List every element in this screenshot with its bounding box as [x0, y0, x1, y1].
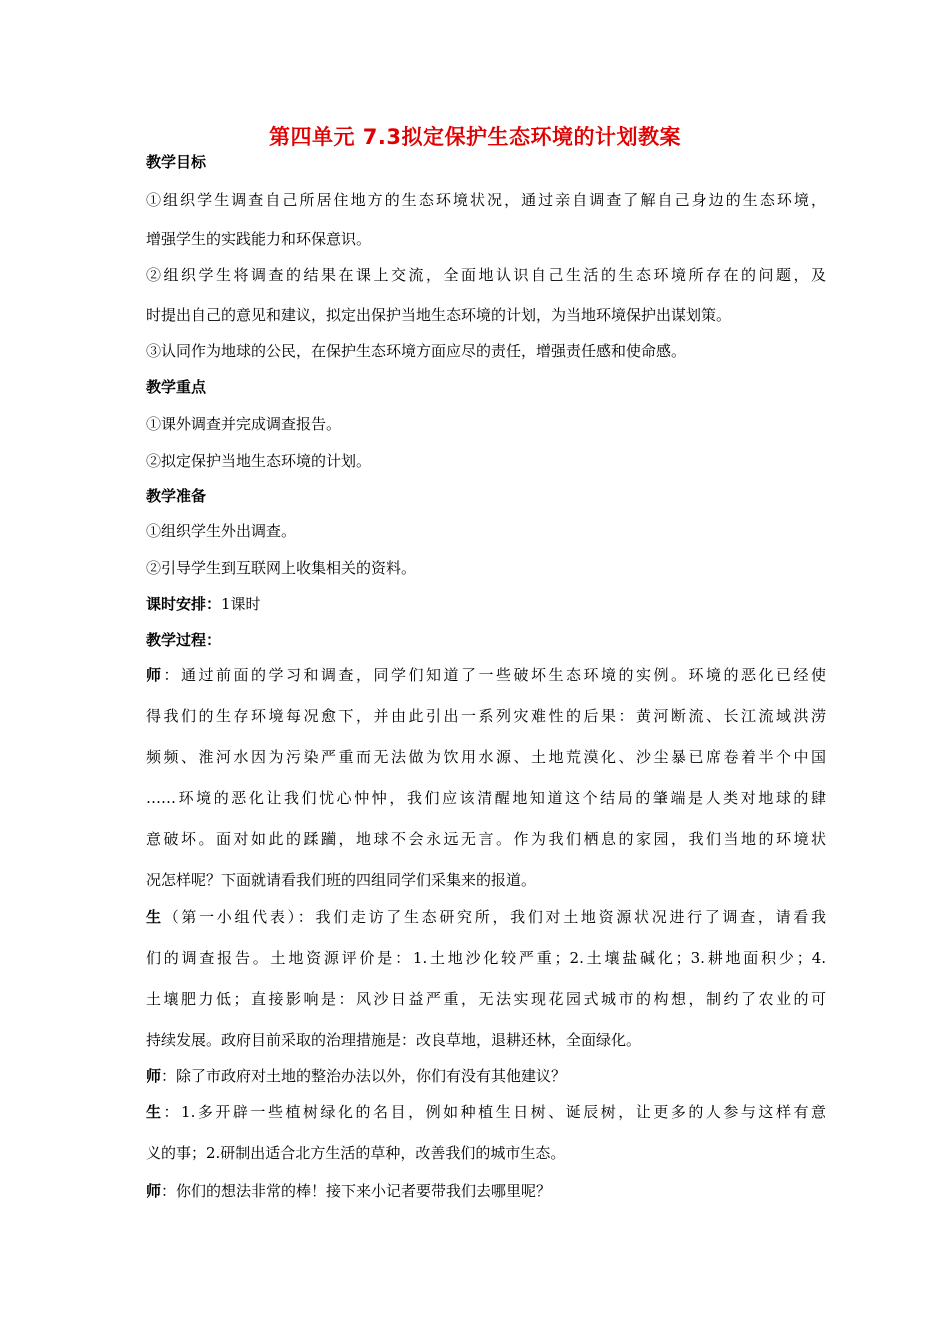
student-1-line-3: 土壤肥力低；直接影响是：风沙日益严重，无法实现花园式城市的构想，制约了农业的可 [146, 990, 826, 1008]
student-1-line-2: 们的调查报告。土地资源评价是：1.土地沙化较严重；2.土壤盐碱化；3.耕地面积少；4. [146, 949, 826, 967]
student-1-text: （第一小组代表）：我们走访了生态研究所，我们对土地资源状况进行了调查，请看我 [163, 908, 826, 926]
preparation-2: ②引导学生到互联网上收集相关的资料。 [146, 559, 417, 577]
key-points-heading: 教学重点 [146, 378, 207, 396]
process-heading: 教学过程： [146, 631, 222, 649]
teacher-1-line-3: 频频、淮河水因为污染严重而无法做为饮用水源、土地荒漠化、沙尘暴已席卷着半个中国 [146, 748, 826, 766]
teaching-goals-heading: 教学目标 [146, 153, 207, 171]
preparation-1: ①组织学生外出调查。 [146, 522, 297, 540]
teacher-1-line-6: 况怎样呢？下面就请看我们班的四组同学们采集来的报道。 [146, 871, 537, 889]
speaker-teacher: 师 [146, 1067, 162, 1085]
student-1-line-4: 持续发展。政府目前采取的治理措施是：改良草地，退耕还林，全面绿化。 [146, 1031, 642, 1049]
student-2-text: ：1.多开辟一些植树绿化的名目，例如种植生日树、诞辰树，让更多的人参与这样有意 [163, 1103, 826, 1121]
teacher-1-line-4: ……环境的恶化让我们忧心忡忡，我们应该清醒地知道这个结局的肇端是人类对地球的肆 [146, 789, 826, 807]
document-title: 第四单元 7.3拟定保护生态环境的计划教案 [268, 125, 681, 149]
teacher-2-line-1 [146, 1066, 826, 1086]
goal-2-line-2: 时提出自己的意见和建议，拟定出保护当地生态环境的计划，为当地环境保护出谋划策。 [146, 306, 732, 324]
teacher-3-line-1 [146, 1181, 826, 1201]
goal-1-line-1: ①组织学生调查自己所居住地方的生态环境状况，通过亲自调查了解自己身边的生态环境， [146, 191, 826, 209]
teacher-1-line-1 [146, 665, 826, 685]
teacher-1-line-2: 得我们的生存环境每况愈下，并由此引出一系列灾难性的后果：黄河断流、长江流域洪涝 [146, 707, 826, 725]
speaker-teacher: 师 [146, 666, 164, 684]
preparation-heading: 教学准备 [146, 487, 207, 505]
student-2-line-2: 义的事；2.研制出适合北方生活的草种，改善我们的城市生态。 [146, 1144, 566, 1162]
goal-2-line-1: ②组织学生将调查的结果在课上交流，全面地认识自己生活的生态环境所存在的问题，及 [146, 266, 826, 284]
teacher-3-text: ：你们的想法非常的棒！接下来小记者要带我们去哪里呢？ [161, 1182, 552, 1200]
speaker-student: 生 [146, 1103, 164, 1121]
student-1-line-1 [146, 907, 826, 927]
teacher-2-text: ：除了市政府对土地的整治办法以外，你们有没有其他建议？ [161, 1067, 567, 1085]
teacher-1-text: ：通过前面的学习和调查，同学们知道了一些破坏生态环境的实例。环境的恶化已经使 [163, 666, 826, 684]
student-2-line-1 [146, 1102, 826, 1122]
speaker-student: 生 [146, 908, 164, 926]
goal-3: ③认同作为地球的公民，在保护生态环境方面应尽的责任，增强责任感和使命感。 [146, 342, 687, 360]
teacher-1-line-5: 意破坏。面对如此的蹂躏，地球不会永远无言。作为我们栖息的家园，我们当地的环境状 [146, 830, 826, 848]
goal-1-line-2: 增强学生的实践能力和环保意识。 [146, 230, 372, 248]
speaker-teacher: 师 [146, 1182, 162, 1200]
class-hours [146, 594, 826, 614]
class-hours-label: 课时安排： [146, 595, 222, 613]
key-point-1: ①课外调查并完成调查报告。 [146, 415, 342, 433]
class-hours-value: 1课时 [221, 595, 261, 613]
key-point-2: ②拟定保护当地生态环境的计划。 [146, 452, 372, 470]
